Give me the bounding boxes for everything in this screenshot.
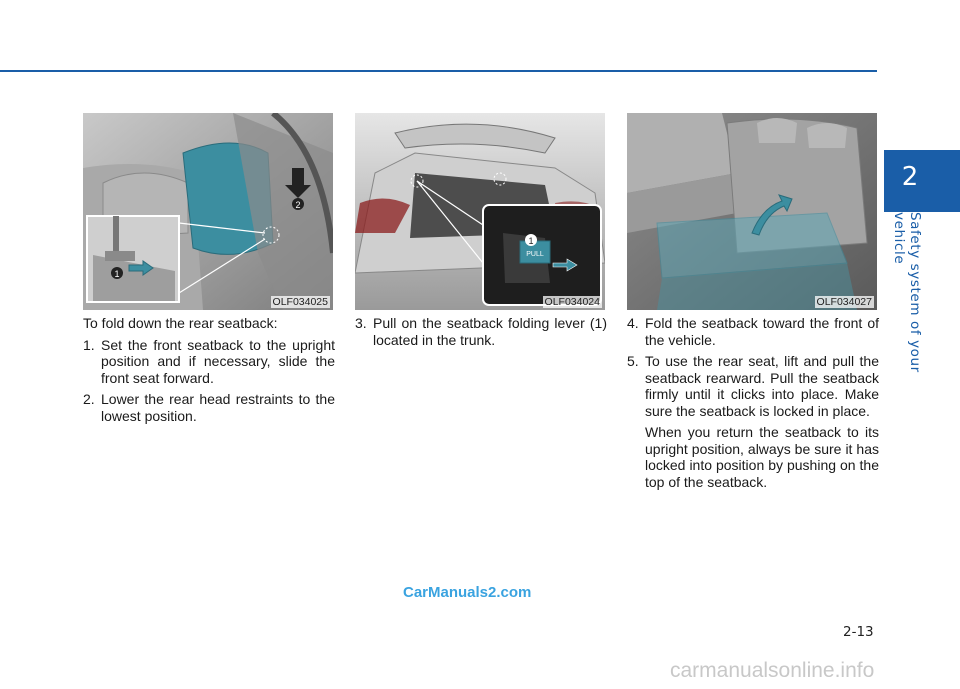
- figure-code: OLF034025: [272, 296, 328, 308]
- footer-watermark: carmanualsonline.info: [670, 659, 875, 682]
- figure-fold-seatback: [627, 113, 877, 310]
- continuation-text: When you return the seatback to its upright position, always be sure it has locked into position by pushing on the top of the seatback.: [645, 424, 879, 490]
- step-5: [627, 353, 879, 419]
- step-3: [355, 315, 607, 348]
- step-number: 4.: [627, 315, 639, 331]
- step-1: [83, 337, 335, 387]
- callout-1: 1: [528, 236, 534, 246]
- chapter-number: 2: [901, 162, 919, 192]
- figure-head-restraint: [83, 113, 333, 310]
- step-text: Fold the seatback toward the front of the vehicle.: [645, 315, 879, 348]
- fold-seatback-illustration: [627, 113, 877, 310]
- figure-trunk-lever: [355, 113, 605, 310]
- step-2: [83, 391, 335, 424]
- lever-label: PULL: [526, 251, 544, 258]
- chapter-title: Safety system of your vehicle: [891, 212, 923, 373]
- column-1: [83, 315, 335, 429]
- column-3: [627, 315, 879, 495]
- head-restraint-illustration: [83, 113, 333, 310]
- step-text: Lower the rear head restraints to the lowest position.: [101, 391, 335, 424]
- step-number: 5.: [627, 353, 639, 369]
- watermark-link[interactable]: CarManuals2.com: [403, 584, 532, 601]
- step-number: 2.: [83, 391, 95, 407]
- step-number: 3.: [355, 315, 367, 331]
- page-number: 2-13: [843, 624, 874, 640]
- figure-code: OLF034024: [544, 296, 600, 308]
- chapter-tab[interactable]: [884, 150, 960, 212]
- callout-2: 2: [295, 200, 301, 210]
- trunk-lever-illustration: [355, 113, 605, 310]
- callout-1: 1: [114, 269, 120, 279]
- step-text: Pull on the seatback folding lever (1) located in the trunk.: [373, 315, 607, 348]
- header-rule: [0, 70, 877, 72]
- step-number: 1.: [83, 336, 95, 353]
- intro-text: To fold down the rear seatback:: [83, 315, 278, 331]
- column-2: [355, 315, 607, 353]
- step-text: To use the rear seat, lift and pull the seatback rearward. Pull the seatback firmly until it clicks into place. Make sure the seatback is locked in place.: [645, 353, 879, 419]
- figure-code: OLF034027: [816, 296, 872, 308]
- step-text: Set the front seatback to the upright position and if necessary, slide the front seat forward.: [101, 336, 335, 386]
- step-4: [627, 315, 879, 348]
